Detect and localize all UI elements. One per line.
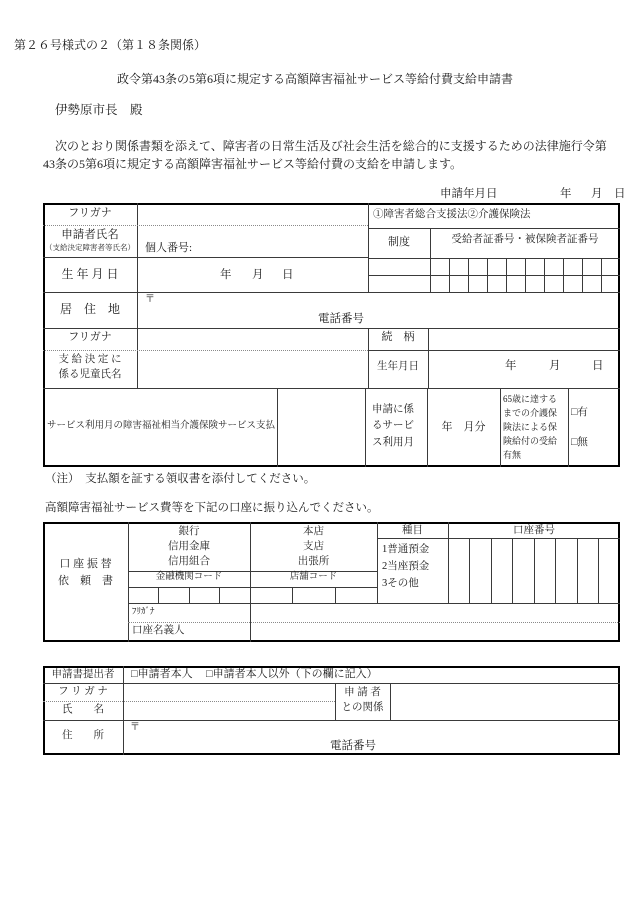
divider — [534, 538, 535, 603]
divider — [128, 587, 377, 588]
child-birthdate-day: 日 — [592, 360, 604, 372]
divider — [368, 275, 620, 276]
child-birthdate-month: 月 — [549, 360, 561, 372]
divider — [43, 683, 620, 684]
divider — [277, 388, 278, 467]
account-furigana-label: ﾌﾘｶﾞﾅ — [132, 606, 155, 616]
divider — [500, 388, 501, 467]
submitter-option-self: □申請者本人 — [131, 668, 193, 680]
divider — [368, 228, 620, 229]
divider — [128, 603, 620, 604]
furigana-label: フリガナ — [68, 207, 112, 219]
checkbox-hasnot: □無 — [571, 437, 588, 448]
application-date-label: 申請年月日 — [440, 188, 498, 200]
transfer-request-label-2: 依 頼 書 — [58, 575, 113, 587]
bank-code-label: 金融機関コード — [155, 572, 223, 582]
divider — [292, 587, 293, 603]
branch-code-label: 店舗コード — [289, 572, 338, 582]
divider — [512, 538, 513, 603]
submitter-relation-label-1: 申 請 者 — [344, 687, 381, 698]
receipt-note: （注） 支払額を証する領収書を添付してください。 — [45, 473, 316, 485]
child-name-label-2: 係る児童氏名 — [58, 369, 122, 380]
divider — [377, 538, 620, 539]
account-type-label: 種目 — [402, 525, 423, 536]
divider — [43, 388, 620, 389]
divider — [469, 538, 470, 603]
insurance-65-label: 65歳に達するまでの介護保険法による保険給付の受給有無 — [503, 394, 558, 460]
account-number-label: 口座番号 — [513, 525, 555, 536]
checkbox-has: □有 — [571, 407, 588, 418]
divider — [368, 350, 620, 351]
submitter-label: 申請書提出者 — [51, 669, 115, 680]
divider — [43, 292, 620, 293]
divider — [577, 538, 578, 603]
relation-label: 続 柄 — [381, 331, 415, 343]
divider — [365, 388, 366, 467]
divider — [128, 622, 620, 623]
child-furigana-label: フリガナ — [68, 331, 112, 343]
certificate-number-label: 受給者証番号・被保険者証番号 — [451, 234, 599, 245]
submitter-option-other: □申請者本人以外（下の欄に記入） — [206, 668, 378, 680]
body-line-2: 43条の5第6項に規定する高額障害福祉サービス等給付費の支給を申請します。 — [43, 157, 463, 171]
form-number: 第２６号様式の２（第１８条関係） — [14, 38, 207, 52]
residence-label: 居 住 地 — [59, 302, 120, 316]
bank-type-1: 銀行 — [178, 526, 200, 537]
divider — [335, 587, 336, 603]
divider — [219, 587, 220, 603]
divider — [598, 538, 599, 603]
divider — [43, 225, 368, 226]
bank-type-2: 信用金庫 — [168, 541, 210, 552]
branch-type-3: 出張所 — [297, 556, 330, 567]
submitter-furigana-label: フ リ ガ ナ — [58, 686, 108, 697]
application-date-day: 日 — [614, 188, 626, 200]
account-type-option-1: 1普通預金 — [382, 544, 430, 555]
account-holder-label: 口座名義人 — [132, 625, 185, 636]
child-birthdate-label: 生年月日 — [377, 361, 419, 372]
divider — [43, 328, 620, 329]
postal-mark: 〒 — [145, 294, 155, 305]
phone-label: 電話番号 — [318, 313, 364, 325]
submitter-postal-mark: 〒 — [130, 722, 140, 733]
applicant-name-sublabel: （支給決定障害者等氏名） — [45, 243, 135, 252]
submitter-name-label: 氏 名 — [62, 704, 104, 715]
child-name-label-1: 支 給 決 定 に — [58, 354, 122, 365]
system-note: ①障害者総合支援法②介護保険法 — [373, 209, 531, 220]
divider — [43, 701, 335, 702]
divider — [491, 538, 492, 603]
divider — [158, 587, 159, 603]
birthdate-label: 生 年 月 日 — [61, 267, 119, 281]
divider — [189, 587, 190, 603]
submitter-relation-label-2: との関係 — [341, 702, 384, 713]
bank-instruction: 高額障害福祉サービス費等を下記の口座に振り込んでください。 — [45, 502, 379, 514]
divider — [123, 666, 124, 755]
divider — [43, 720, 620, 721]
birthdate-day: 日 — [282, 269, 294, 281]
branch-type-2: 支店 — [303, 541, 324, 552]
body-line-1: 次のとおり関係書類を添えて、障害者の日常生活及び社会生活を総合的に支援するための法律施行令第 — [43, 139, 607, 153]
application-date-month: 月 — [591, 188, 603, 200]
divider — [137, 203, 138, 388]
bank-type-3: 信用組合 — [168, 556, 210, 567]
addressee: 伊勢原市長 殿 — [55, 103, 143, 117]
divider — [568, 388, 569, 467]
service-month-label: 申請に係るサービス利用月 — [372, 404, 414, 448]
account-type-option-2: 2当座預金 — [382, 561, 430, 572]
divider — [390, 683, 391, 720]
divider — [428, 328, 429, 388]
application-date-year: 年 — [560, 188, 572, 200]
year-month-value: 年 月分 — [441, 421, 486, 433]
branch-type-1: 本店 — [303, 526, 324, 537]
account-type-option-3: 3その他 — [382, 578, 419, 589]
birthdate-month: 月 — [252, 269, 264, 281]
submitter-address-label: 住 所 — [62, 730, 104, 741]
applicant-name-label: 申請者氏名 — [61, 229, 119, 241]
divider — [43, 257, 368, 258]
divider — [368, 258, 620, 259]
service-payment-label: サービス利用月の障害福祉相当介護保険サービス支払 — [47, 421, 276, 431]
child-birthdate-year: 年 — [505, 360, 517, 372]
transfer-request-label-1: 口 座 振 替 — [59, 558, 112, 570]
divider — [43, 350, 368, 351]
birthdate-year: 年 — [220, 269, 232, 281]
page-title: 政令第43条の5第6項に規定する高額障害福祉サービス等給付費支給申請書 — [116, 72, 513, 86]
submitter-phone-label: 電話番号 — [330, 740, 376, 752]
system-label: 制度 — [388, 236, 410, 248]
personal-number-label: 個人番号: — [145, 242, 193, 254]
divider — [555, 538, 556, 603]
